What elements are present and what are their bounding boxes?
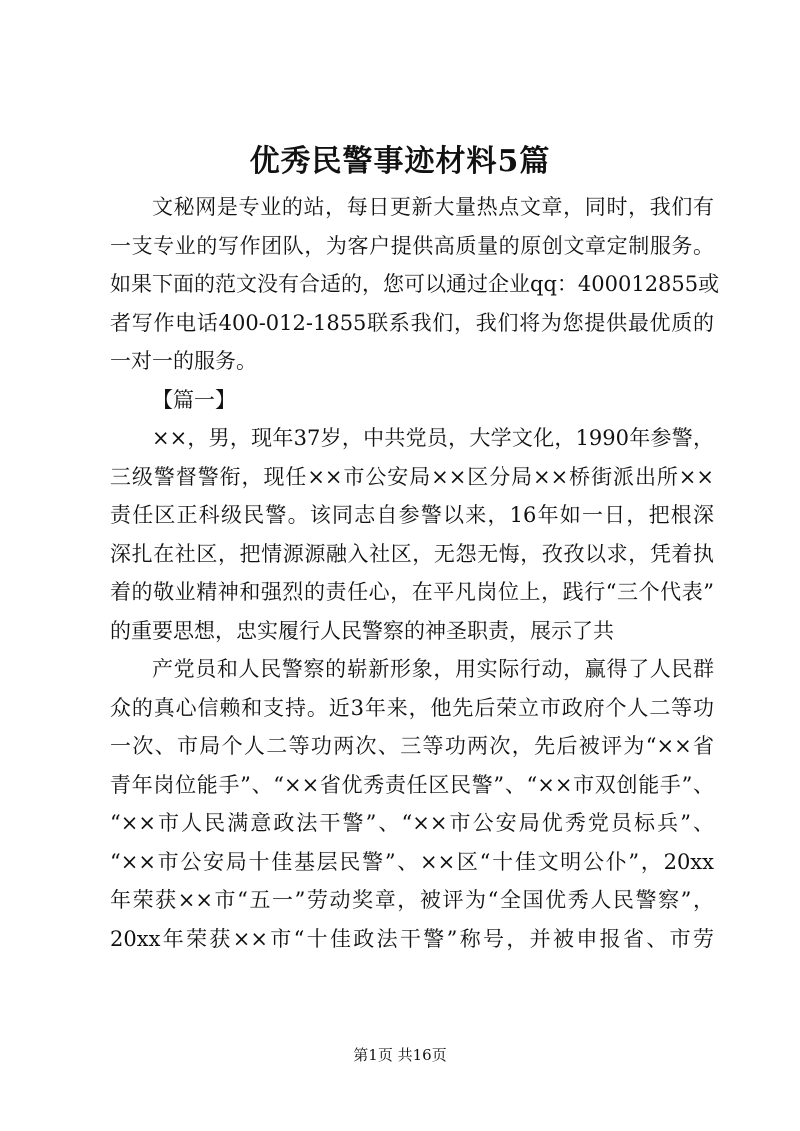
text-line: 责任区正科级民警。该同志自参警以来，16年如一日，把根深 [110, 503, 714, 527]
text-line: 三级警督警衔，现任××市公安局××区分局××桥街派出所×× [110, 464, 714, 489]
text-line: 一支专业的写作团队，为客户提供高质量的原创文章定制服务。 [110, 233, 714, 258]
text-line: 青年岗位能手”、“××省优秀责任区民警”、“××市双创能手”、 [110, 772, 714, 797]
text-line: 众的真心信赖和支持。近3年来，他先后荣立市政府个人二等功 [110, 695, 714, 720]
section-heading: 【篇一】 [152, 387, 236, 412]
text-line: 产党员和人民警察的崭新形象，用实际行动，赢得了人民群 [152, 657, 714, 681]
text-line: 年荣获××市“五一”劳动奖章，被评为“全国优秀人民警察”， [110, 888, 714, 912]
text-line: 文秘网是专业的站，每日更新大量热点文章，同时，我们有 [152, 195, 714, 219]
text-line: 如果下面的范文没有合适的，您可以通过企业qq：400012855或 [110, 272, 720, 296]
text-line: “××市公安局十佳基层民警”、××区“十佳文明公仆”，20xx [110, 849, 714, 874]
text-line: “××市人民满意政法干警”、“××市公安局优秀党员标兵”、 [110, 811, 714, 835]
text-line: 一次、市局个人二等功两次、三等功两次，先后被评为“××省 [110, 734, 714, 758]
text-line: 者写作电话400-012-1855联系我们，我们将为您提供最优质的 [110, 310, 714, 335]
text-line: 着的敬业精神和强烈的责任心，在平凡岗位上，践行“三个代表” [110, 580, 714, 604]
document-body [110, 188, 720, 958]
text-line: ××，男，现年37岁，中共党员，大学文化，1990年参警， [152, 426, 714, 450]
text-line: 20xx年荣获××市“十佳政法干警”称号，并被申报省、市劳 [110, 926, 714, 951]
text-line: 深扎在社区，把情源源融入社区，无怨无悔，孜孜以求，凭着执 [110, 541, 714, 566]
text-line: 一对一的服务。 [110, 349, 257, 373]
text-line: 的重要思想，忠实履行人民警察的神圣职责，展示了共 [110, 618, 614, 643]
document-title: 优秀民警事迹材料5篇 [249, 144, 551, 179]
page-number-footer: 第1页 共16页 [353, 1046, 447, 1064]
